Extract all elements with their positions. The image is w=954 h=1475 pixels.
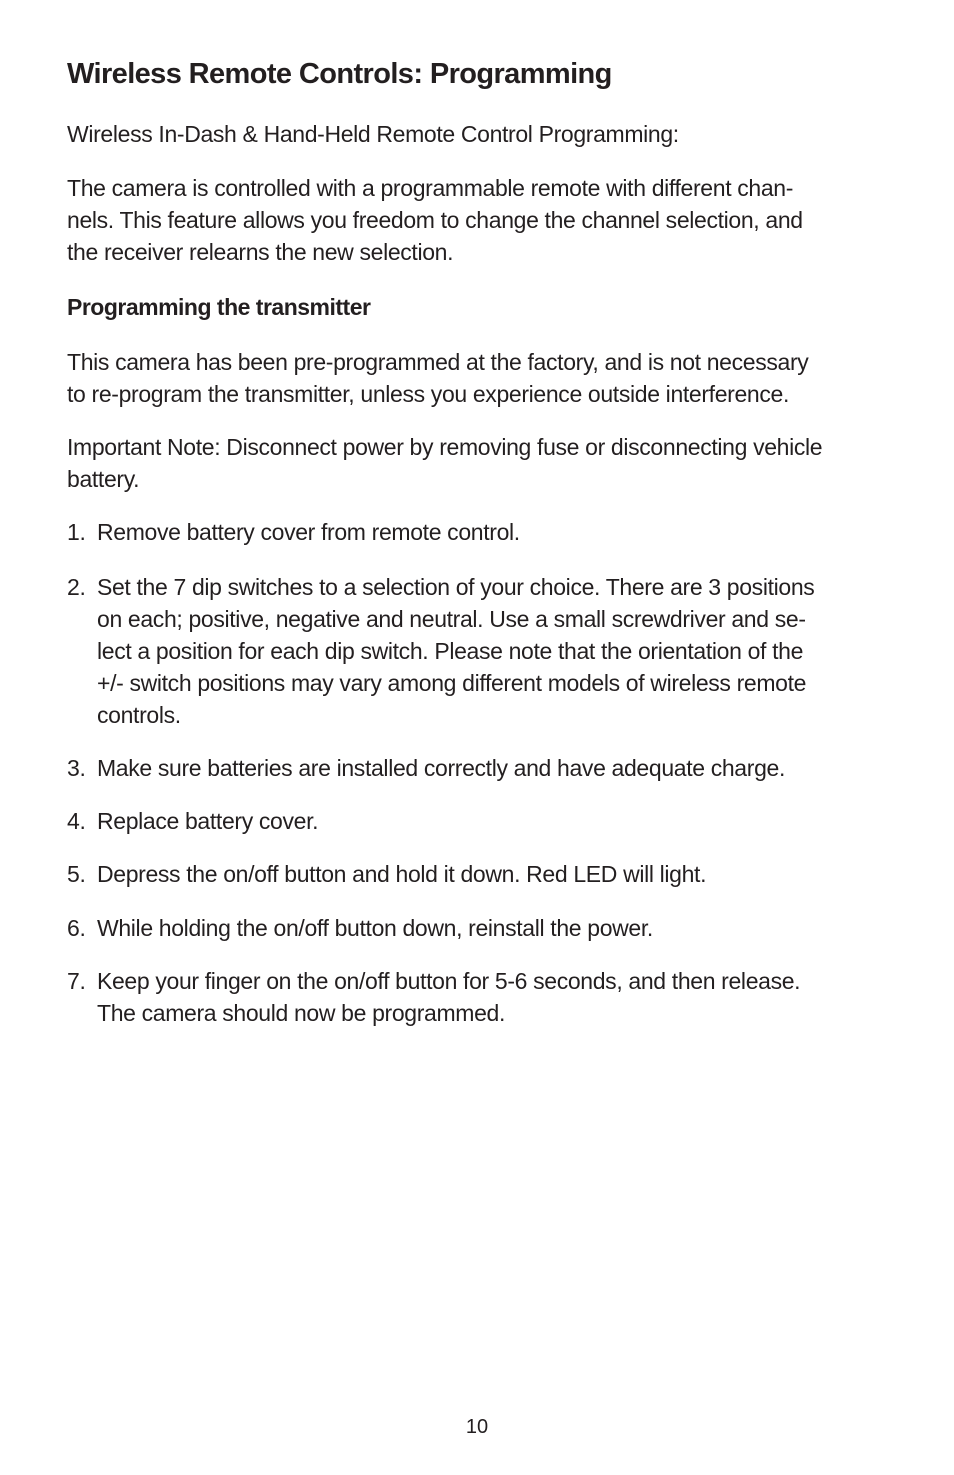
- important-note-line: Important Note: Disconnect power by removing fuse or disconnecting vehicle: [67, 434, 823, 460]
- step-line: Make sure batteries are installed correctly and have adequate charge.: [97, 755, 785, 781]
- important-note-paragraph: [67, 431, 822, 495]
- step-number: 3.: [67, 755, 86, 781]
- step-number: 6.: [67, 915, 86, 941]
- step-line: The camera should now be programmed.: [97, 1000, 506, 1026]
- step-line: While holding the on/off button down, reinstall the power.: [97, 915, 653, 941]
- step-number: 5.: [67, 861, 86, 887]
- description-paragraph: [67, 172, 803, 268]
- step-line: Set the 7 dip switches to a selection of your choice. There are 3 positions: [97, 574, 815, 600]
- factory-note-line: This camera has been pre-programmed at the factory, and is not necessary: [67, 349, 809, 375]
- step-line: lect a position for each dip switch. Please note that the orientation of the: [97, 638, 804, 664]
- step-line: +/- switch positions may vary among different models of wireless remote: [97, 670, 807, 696]
- important-note-line: battery.: [67, 466, 140, 492]
- page-number: 10: [465, 1416, 489, 1438]
- step-number: 4.: [67, 808, 86, 834]
- step-line: Keep your finger on the on/off button for 5-6 seconds, and then release.: [97, 968, 801, 994]
- section-heading: Programming the transmitter: [67, 294, 371, 320]
- step-line: controls.: [97, 702, 181, 728]
- intro-text: Wireless In-Dash & Hand-Held Remote Control Programming:: [67, 121, 679, 147]
- factory-note-paragraph: [67, 346, 808, 410]
- factory-note-line: to re-program the transmitter, unless you experience outside interference.: [67, 381, 789, 407]
- step-line: Remove battery cover from remote control.: [97, 519, 520, 545]
- step-number: 7.: [67, 968, 86, 994]
- step-number: 2.: [67, 574, 86, 600]
- page-title: Wireless Remote Controls: Programming: [67, 58, 612, 90]
- description-line: The camera is controlled with a programmable remote with different chan-: [67, 175, 794, 201]
- step-line: Depress the on/off button and hold it down. Red LED will light.: [97, 861, 707, 887]
- step-line: on each; positive, negative and neutral. Use a small screwdriver and se-: [97, 606, 806, 632]
- description-line: the receiver relearns the new selection.: [67, 239, 454, 265]
- step-number: 1.: [67, 519, 86, 545]
- description-line: nels. This feature allows you freedom to change the channel selection, and: [67, 207, 803, 233]
- step-line: Replace battery cover.: [97, 808, 319, 834]
